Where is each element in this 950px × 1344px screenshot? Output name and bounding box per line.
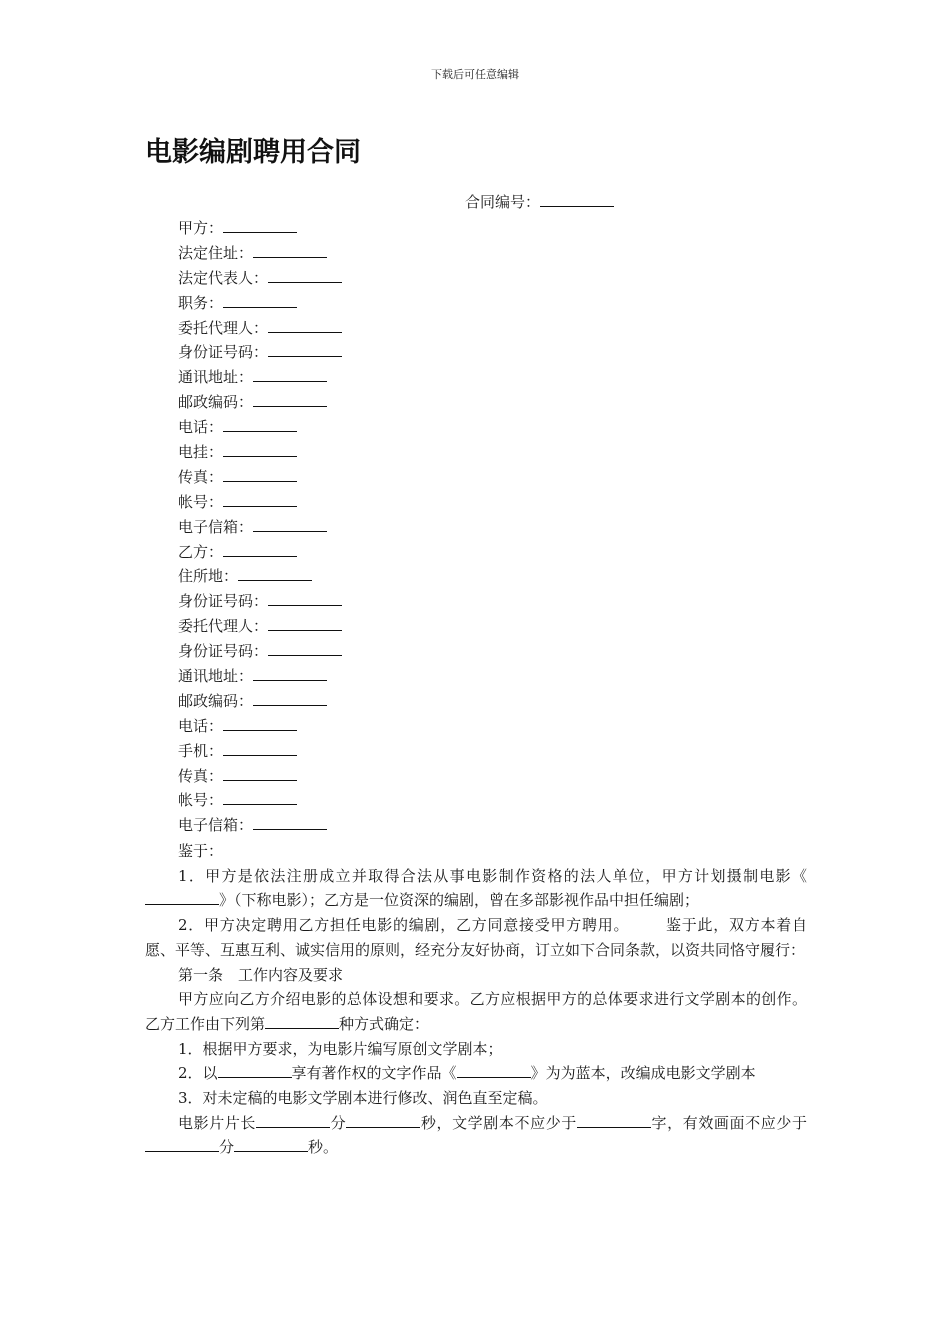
article-1-intro-text-b: 种方式确定： bbox=[339, 1014, 430, 1033]
article-1-intro bbox=[145, 987, 807, 1036]
party-a-field-blank bbox=[268, 268, 342, 283]
party-b-field-blank bbox=[223, 790, 297, 805]
party-a-field-label: 身份证号码： bbox=[178, 343, 269, 362]
party-a-fields bbox=[178, 216, 342, 540]
length-text-c: 秒，文学剧本不应少于 bbox=[420, 1113, 577, 1132]
party-a-field-label: 传真： bbox=[178, 467, 224, 486]
party-b-field-label: 电话： bbox=[178, 716, 224, 735]
whereas-clause-2 bbox=[145, 913, 807, 962]
party-b-field-row bbox=[178, 664, 342, 689]
contract-number-label: 合同编号： bbox=[465, 193, 541, 211]
item-2-text-c: 》为为蓝本，改编成电影文学剧本 bbox=[530, 1064, 756, 1083]
party-a-field-blank bbox=[223, 442, 297, 457]
party-b-fields bbox=[178, 540, 342, 839]
party-a-field-blank bbox=[223, 492, 297, 507]
party-a-field-blank bbox=[268, 318, 342, 333]
party-b-field-label: 邮政编码： bbox=[178, 691, 254, 710]
party-b-field-label: 电子信箱： bbox=[178, 816, 254, 835]
party-a-field-blank bbox=[253, 392, 327, 407]
party-b-field-label: 传真： bbox=[178, 766, 224, 785]
screen-seconds-blank bbox=[234, 1137, 308, 1152]
party-b-field-label: 乙方： bbox=[178, 542, 224, 561]
party-b-field-blank bbox=[223, 741, 297, 756]
party-a-field-row bbox=[178, 340, 342, 365]
article-1-item-2 bbox=[145, 1061, 807, 1086]
party-b-field-blank bbox=[268, 641, 342, 656]
party-a-field-blank bbox=[253, 517, 327, 532]
article-1-item-1: 1．根据甲方要求，为电影片编写原创文学剧本； bbox=[178, 1039, 503, 1058]
party-b-field-label: 委托代理人： bbox=[178, 617, 269, 636]
party-b-field-blank bbox=[238, 566, 312, 581]
party-a-field-blank bbox=[223, 218, 297, 233]
party-b-field-blank bbox=[253, 691, 327, 706]
source-work-blank bbox=[457, 1063, 531, 1078]
party-a-field-blank bbox=[253, 243, 327, 258]
party-a-field-label: 电挂： bbox=[178, 443, 224, 462]
party-a-field-label: 甲方： bbox=[178, 219, 224, 237]
contract-body bbox=[145, 839, 807, 1160]
party-a-field-blank bbox=[268, 342, 342, 357]
clause-2-text-a: 2．甲方决定聘用乙方担任电影的编剧，乙方同意接受甲方聘用。 bbox=[178, 916, 630, 935]
article-1-intro-text-a: 甲方应向乙方介绍电影的总体设想和要求。乙方应根据甲方的总体要求进行文学剧本的创作。乙方工作由下列第 bbox=[145, 990, 807, 1033]
party-b-field-blank bbox=[268, 616, 342, 631]
party-b-field-row bbox=[178, 564, 342, 589]
party-b-field-blank bbox=[253, 666, 327, 681]
party-b-field-label: 身份证号码： bbox=[178, 592, 269, 611]
party-b-field-row bbox=[178, 788, 342, 813]
party-a-field-label: 电子信箱： bbox=[178, 517, 254, 536]
party-fields bbox=[178, 216, 342, 838]
party-b-field-label: 通讯地址： bbox=[178, 667, 254, 686]
party-b-field-row bbox=[178, 813, 342, 838]
party-b-field-blank bbox=[268, 591, 342, 606]
party-a-field-row bbox=[178, 241, 342, 266]
whereas-heading: 鉴于： bbox=[178, 842, 224, 860]
party-a-field-row bbox=[178, 515, 342, 540]
length-text-e: 分 bbox=[219, 1138, 235, 1157]
party-b-field-row bbox=[178, 639, 342, 664]
party-a-field-row bbox=[178, 440, 342, 465]
word-count-blank bbox=[577, 1113, 651, 1128]
party-b-field-blank bbox=[223, 716, 297, 731]
party-b-field-label: 帐号： bbox=[178, 791, 224, 810]
party-b-field-label: 身份证号码： bbox=[178, 642, 269, 661]
party-b-field-label: 住所地： bbox=[178, 567, 239, 586]
party-a-field-row bbox=[178, 216, 342, 241]
page-header-note: 下载后可任意编辑 bbox=[431, 68, 519, 81]
contract-number-blank bbox=[540, 192, 614, 207]
length-minutes-blank bbox=[256, 1113, 330, 1128]
party-a-field-blank bbox=[223, 293, 297, 308]
copyright-holder-blank bbox=[218, 1063, 292, 1078]
item-2-text-b: 享有著作权的文字作品《 bbox=[291, 1064, 457, 1083]
length-text-f: 秒。 bbox=[308, 1138, 339, 1157]
party-a-field-label: 电话： bbox=[178, 418, 224, 437]
party-b-field-blank bbox=[223, 766, 297, 781]
party-a-field-label: 法定代表人： bbox=[178, 268, 269, 287]
method-number-blank bbox=[265, 1014, 339, 1029]
party-b-field-row bbox=[178, 540, 342, 565]
screen-minutes-blank bbox=[145, 1137, 219, 1152]
party-b-field-row bbox=[178, 739, 342, 764]
article-1-item-3: 3．对未定稿的电影文学剧本进行修改、润色直至定稿。 bbox=[178, 1089, 548, 1108]
party-a-field-label: 法定住址： bbox=[178, 243, 254, 262]
length-text-d: 字，有效画面不应少于 bbox=[650, 1113, 807, 1132]
party-b-field-row bbox=[178, 689, 342, 714]
party-a-field-label: 职务： bbox=[178, 293, 224, 312]
length-seconds-blank bbox=[346, 1113, 420, 1128]
party-b-field-blank bbox=[223, 542, 297, 557]
party-b-field-row bbox=[178, 714, 342, 739]
party-a-field-label: 委托代理人： bbox=[178, 318, 269, 337]
document-title: 电影编剧聘用合同 bbox=[145, 137, 361, 168]
party-a-field-label: 邮政编码： bbox=[178, 393, 254, 412]
party-a-field-row bbox=[178, 490, 342, 515]
party-a-field-label: 通讯地址： bbox=[178, 368, 254, 387]
article-1-heading: 第一条 工作内容及要求 bbox=[178, 965, 344, 984]
party-a-field-row bbox=[178, 365, 342, 390]
party-b-field-label: 手机： bbox=[178, 741, 224, 760]
clause-1-text-b: 》（下称电影）；乙方是一位资深的编剧，曾在多部影视作品中担任编剧； bbox=[219, 891, 700, 910]
length-text-a: 电影片片长 bbox=[178, 1113, 257, 1132]
party-a-field-label: 帐号： bbox=[178, 492, 224, 511]
length-text-b: 分 bbox=[330, 1113, 347, 1132]
party-a-field-blank bbox=[253, 367, 327, 382]
party-a-field-row bbox=[178, 291, 342, 316]
film-length-clause bbox=[145, 1111, 807, 1160]
film-title-blank bbox=[145, 890, 219, 905]
clause-1-text-a: 1．甲方是依法注册成立并取得合法从事电影制作资格的法人单位，甲方计划摄制电影《 bbox=[178, 866, 807, 885]
whereas-clause-1 bbox=[145, 864, 807, 913]
party-b-field-row bbox=[178, 614, 342, 639]
party-b-field-row bbox=[178, 589, 342, 614]
clause-2-text-b: 鉴于此，双方本着自愿、平等、互惠互利、诚实信用的原则，经充分友好协商，订立如下合同条款，以资共同恪守履行： bbox=[145, 916, 807, 959]
party-a-field-row bbox=[178, 415, 342, 440]
party-a-field-blank bbox=[223, 467, 297, 482]
item-2-text-a: 2．以 bbox=[178, 1064, 218, 1083]
party-a-field-row bbox=[178, 390, 342, 415]
party-a-field-blank bbox=[223, 417, 297, 432]
contract-number-line bbox=[465, 192, 614, 212]
party-b-field-row bbox=[178, 764, 342, 789]
party-a-field-row bbox=[178, 316, 342, 341]
party-a-field-row bbox=[178, 465, 342, 490]
party-a-field-row bbox=[178, 266, 342, 291]
party-b-field-blank bbox=[253, 815, 327, 830]
